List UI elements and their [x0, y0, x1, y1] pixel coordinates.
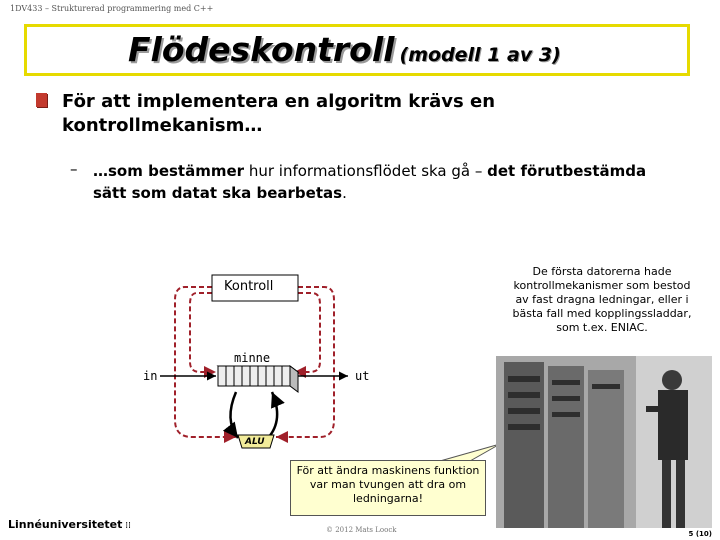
input-label: in — [143, 369, 158, 383]
memory-label: minne — [234, 351, 271, 365]
copyright: © 2012 Mats Loock — [326, 526, 397, 534]
eniac-photo — [496, 356, 712, 528]
control-label: Kontroll — [224, 279, 274, 294]
callout-pointer — [440, 444, 500, 461]
logo-text: Linnéuniversitetet — [8, 518, 123, 531]
alu-loop-right — [268, 392, 277, 438]
memory-box — [218, 366, 298, 392]
output-label: ut — [355, 369, 370, 383]
course-header: 1DV433 – Strukturerad programmering med C++ — [10, 4, 214, 13]
bullet-2-part3: det förutbestämda sätt som datat ska bearbetas — [93, 162, 647, 202]
bullet-1: För att implementera en algoritm krävs en kontrollmekanism… — [62, 91, 496, 136]
title-main: Flödeskontroll — [128, 30, 395, 69]
university-logo — [8, 518, 131, 531]
sub-bullet-dash: – — [70, 160, 78, 178]
bullet-2-part4: . — [342, 184, 347, 202]
page-number: 5 (10) — [688, 530, 712, 538]
alu-loop-left — [230, 392, 238, 438]
history-note: De första datorerna hade kontrollmekanismer som bestod av fast dragna ledningar, eller i bästa fall med kopplingssladdar, som t.ex. ENIAC. — [512, 265, 692, 334]
bullet-2-part2: hur informationsflödet ska gå – — [244, 162, 488, 180]
callout-box: För att ändra maskinens funktion var man tvungen att dra om ledningarna! — [290, 460, 486, 516]
bullet-2-part1: …som bestämmer — [93, 162, 245, 180]
logo-mark-icon: ⁞⁞ — [122, 521, 131, 531]
alu-label: ALU — [245, 437, 265, 447]
title-sub: (modell 1 av 3) — [399, 44, 561, 66]
